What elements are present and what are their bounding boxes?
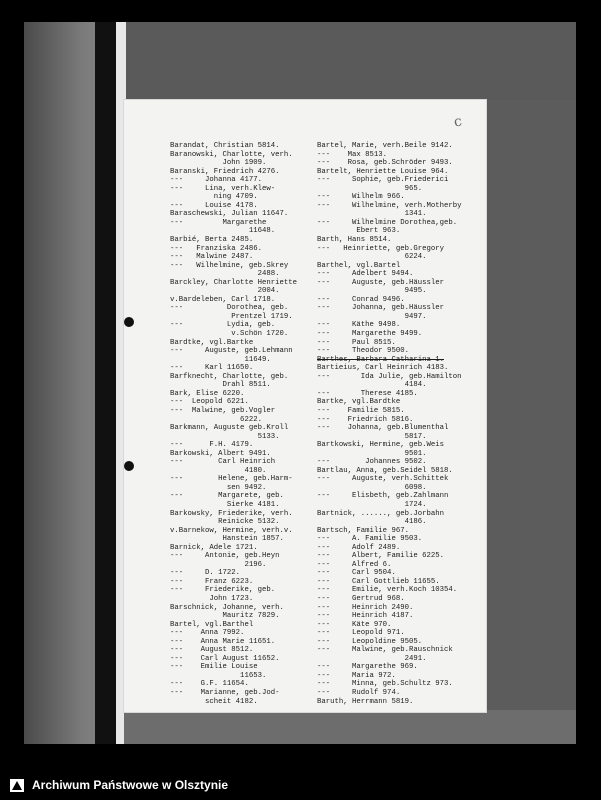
index-entry: 11649. [170, 355, 271, 364]
index-entry: Sierke 4181. [170, 500, 280, 509]
left-column-entries [170, 142, 297, 706]
index-entry: --- Margarethe [170, 218, 267, 227]
index-entry: Barthes, Barbara Catharina 1. [317, 355, 444, 364]
index-entry: --- Therese 4185. [317, 389, 418, 398]
index-entry: --- Anna 7992. [170, 629, 245, 638]
index-entry: --- Theodor 9500. [317, 347, 409, 356]
index-entry: --- Leopold 971. [317, 629, 405, 638]
index-entry: --- Elisbeth, geb.Zahlmann [317, 492, 449, 501]
index-entry: Reinicke 5132. [170, 518, 280, 527]
index-entry: --- Gertrud 968. [317, 594, 405, 603]
index-entry: --- Adolf 2489. [317, 543, 401, 552]
index-entry: --- Helene, geb.Harm- [170, 475, 293, 484]
index-entry: 5817. [317, 432, 427, 441]
index-entry: Bartelt, Henriette Louise 964. [317, 167, 449, 176]
index-entry: 9501. [317, 449, 427, 458]
index-entry: --- Malwine 2487. [170, 253, 254, 262]
index-entry: --- Conrad 9496. [317, 295, 405, 304]
index-entry: --- F.H. 4179. [170, 441, 254, 450]
index-entry: --- Leopoldine 9505. [317, 637, 423, 646]
index-entry: --- Sophie, geb.Friederici [317, 176, 449, 185]
index-entry: --- Käthe 9498. [317, 321, 401, 330]
index-entry: Prentzel 1719. [170, 312, 293, 321]
index-entry: 6098. [317, 483, 427, 492]
index-entry: Bark, Elise 6220. [170, 389, 245, 398]
index-entry: 1341. [317, 210, 427, 219]
index-entry: --- Adelbert 9494. [317, 270, 414, 279]
index-entry: Baraschewski, Julian 11647. [170, 210, 289, 219]
index-entry: --- Lina, verh.Klew- [170, 184, 276, 193]
index-entry: John 1909. [170, 159, 267, 168]
index-entry: --- Dorothea, geb. [170, 304, 289, 313]
index-entry: --- Lydia, geb. [170, 321, 276, 330]
index-entry: --- Familie 5815. [317, 406, 405, 415]
index-entry: 6222. [170, 415, 262, 424]
index-entry: 9495. [317, 287, 427, 296]
index-entry: --- Auguste, geb.Häussler [317, 278, 444, 287]
index-entry: --- Friedrich 5816. [317, 415, 414, 424]
index-entry: --- Johanna 4177. [170, 176, 262, 185]
index-entry: 11653. [170, 671, 267, 680]
background-bottom [124, 710, 576, 744]
index-entry: --- Friederike, geb. [170, 586, 276, 595]
index-entry: --- Margarethe 969. [317, 663, 418, 672]
index-entry: v.Barnekow, Hermine, verh.v. [170, 526, 293, 535]
index-entry: Bartel, vgl.Barthel [170, 620, 254, 629]
index-entry: Barnick, Adele 1721. [170, 543, 258, 552]
index-entry: --- Paul 8515. [317, 338, 396, 347]
index-entry: --- Franziska 2486. [170, 244, 262, 253]
index-entry: --- Heinrich 2490. [317, 603, 414, 612]
index-entry: --- Emilie, verh.Koch 10354. [317, 586, 458, 595]
index-entry: --- Heinriette, geb.Gregory [317, 244, 444, 253]
index-entry: --- Karl 11650. [170, 364, 254, 373]
index-entry: --- Carl August 11652. [170, 654, 280, 663]
index-entry: Baranski, Friedrich 4276. [170, 167, 280, 176]
index-entry: v.Bardeleben, Carl 1718. [170, 295, 276, 304]
index-entry: sen 9492. [170, 483, 267, 492]
index-entry: 2488. [170, 270, 280, 279]
index-entry: --- Käte 970. [317, 620, 392, 629]
index-entry: 2491. [317, 654, 427, 663]
index-entry: Barkowsky, Friederike, verh. [170, 509, 293, 518]
index-entry: Barandat, Christian 5814. [170, 142, 280, 150]
index-entry: --- D. 1722. [170, 569, 241, 578]
index-entry: --- Antonie, geb.Heyn [170, 552, 280, 561]
index-entry: Mauritz 7829. [170, 612, 280, 621]
punch-hole-bottom [124, 461, 134, 471]
index-entry: --- Carl Gottlieb 11655. [317, 577, 440, 586]
index-entry: --- Malwine, geb.Vogler [170, 406, 276, 415]
index-entry: Barkmann, Auguste geb.Kroll [170, 424, 289, 433]
index-entry: --- Wilhelm 966. [317, 193, 405, 202]
index-entry: Bartke, vgl.Bardtke [317, 398, 401, 407]
index-entry: --- August 8512. [170, 646, 254, 655]
index-entry: 6224. [317, 253, 427, 262]
index-entry: --- Minna, geb.Schultz 973. [317, 680, 453, 689]
index-entry: --- Carl 9504. [317, 569, 396, 578]
index-entry: --- Johanna, geb.Häussler [317, 304, 444, 313]
index-entry: --- Wilhelmine, verh.Motherby [317, 201, 462, 210]
index-entry: --- Alfred 6. [317, 560, 392, 569]
index-entry: --- Max 8513. [317, 150, 388, 159]
index-entry: Bartel, Marie, verh.Beile 9142. [317, 142, 453, 150]
index-entry: --- Rosa, geb.Schröder 9493. [317, 159, 453, 168]
index-entry: --- Johannes 9502. [317, 458, 427, 467]
index-entry: --- Margarethe 9499. [317, 330, 423, 339]
index-entry: --- Wilhelmine Dorothea,geb. [317, 218, 458, 227]
binding-spine [95, 22, 117, 744]
index-entry: Bartkowski, Hermine, geb.Weis [317, 441, 444, 450]
index-entry: --- Louise 4178. [170, 201, 258, 210]
index-entry: Barfknecht, Charlotte, geb. [170, 372, 289, 381]
punch-hole-top [124, 317, 134, 327]
index-entry: --- Auguste, verh.Schittek [317, 475, 449, 484]
index-entry: 4184. [317, 381, 427, 390]
index-entry: --- Heinrich 4187. [317, 612, 414, 621]
index-entry: v.Schön 1720. [170, 330, 289, 339]
index-entry: Barschnick, Johanne, verh. [170, 603, 284, 612]
handwritten-corner-mark: c [452, 113, 464, 131]
index-entry: 1724. [317, 500, 427, 509]
index-entry: Baruth, Herrmann 5819. [317, 697, 414, 706]
background-right [486, 100, 576, 712]
index-entry: 2196. [170, 560, 267, 569]
index-entry: Bartnick, ......, geb.Jorbahn [317, 509, 444, 518]
archive-logo-icon [10, 779, 24, 792]
index-entry: John 1723. [170, 594, 254, 603]
index-entry: --- G.F. 11654. [170, 680, 249, 689]
index-entry: Bardtke, vgl.Bartke [170, 338, 254, 347]
index-entry: --- Franz 6223. [170, 577, 254, 586]
index-entry: Barkowski, Albert 9491. [170, 449, 271, 458]
index-entry: 11648. [170, 227, 276, 236]
archive-name: Archiwum Państwowe w Olsztynie [32, 778, 229, 792]
index-entry: 965. [317, 184, 423, 193]
index-entry: Barbié, Berta 2485. [170, 236, 254, 245]
index-entry: Barckley, Charlotte Henriette [170, 278, 297, 287]
index-entry: --- Maria 972. [317, 671, 396, 680]
index-entry: --- Carl Heinrich [170, 458, 276, 467]
right-column-entries [317, 142, 462, 706]
index-entry: --- Albert, Familie 6225. [317, 552, 444, 561]
index-entry: Hanstein 1857. [170, 535, 284, 544]
index-entry: --- Emilie Louise [170, 663, 258, 672]
index-entry: --- Malwine, geb.Rauschnick [317, 646, 453, 655]
index-entry: --- Margarete, geb. [170, 492, 284, 501]
index-entry: 9497. [317, 312, 427, 321]
index-entry: Bartsch, Familie 967. [317, 526, 409, 535]
index-entry: --- Auguste, geb.Lehmann [170, 347, 293, 356]
index-entry: Ebert 963. [317, 227, 401, 236]
index-entry: 5133. [170, 432, 280, 441]
index-entry: --- Rudolf 974. [317, 689, 401, 697]
index-entry: --- Marianne, geb.Jod- [170, 689, 280, 697]
index-entry: 4186. [317, 518, 427, 527]
index-entry: Barth, Hans 8514. [317, 236, 392, 245]
index-entry: Bartieius, Carl Heinrich 4183. [317, 364, 449, 373]
index-entry: Bartlau, Anna, geb.Seidel 5818. [317, 466, 453, 475]
index-entry: --- Wilhelmine, geb.Skrey [170, 261, 289, 270]
index-entry: ning 4709. [170, 193, 258, 202]
index-entry: Barthel, vgl.Bartel [317, 261, 401, 270]
index-entry: --- Ida Julie, geb.Hamilton [317, 372, 462, 381]
index-entry: 4180. [170, 466, 267, 475]
index-entry: --- Johanna, geb.Blumenthal [317, 424, 449, 433]
index-entry: --- Leopold 6221. [170, 398, 249, 407]
index-entry: --- Anna Marie 11651. [170, 637, 276, 646]
index-entry: Baranowski, Charlotte, verh. [170, 150, 293, 159]
index-entry: Drahl 8511. [170, 381, 271, 390]
index-entry: --- A. Familie 9503. [317, 535, 423, 544]
index-entry: 2004. [170, 287, 280, 296]
index-entry: scheit 4182. [170, 697, 258, 706]
